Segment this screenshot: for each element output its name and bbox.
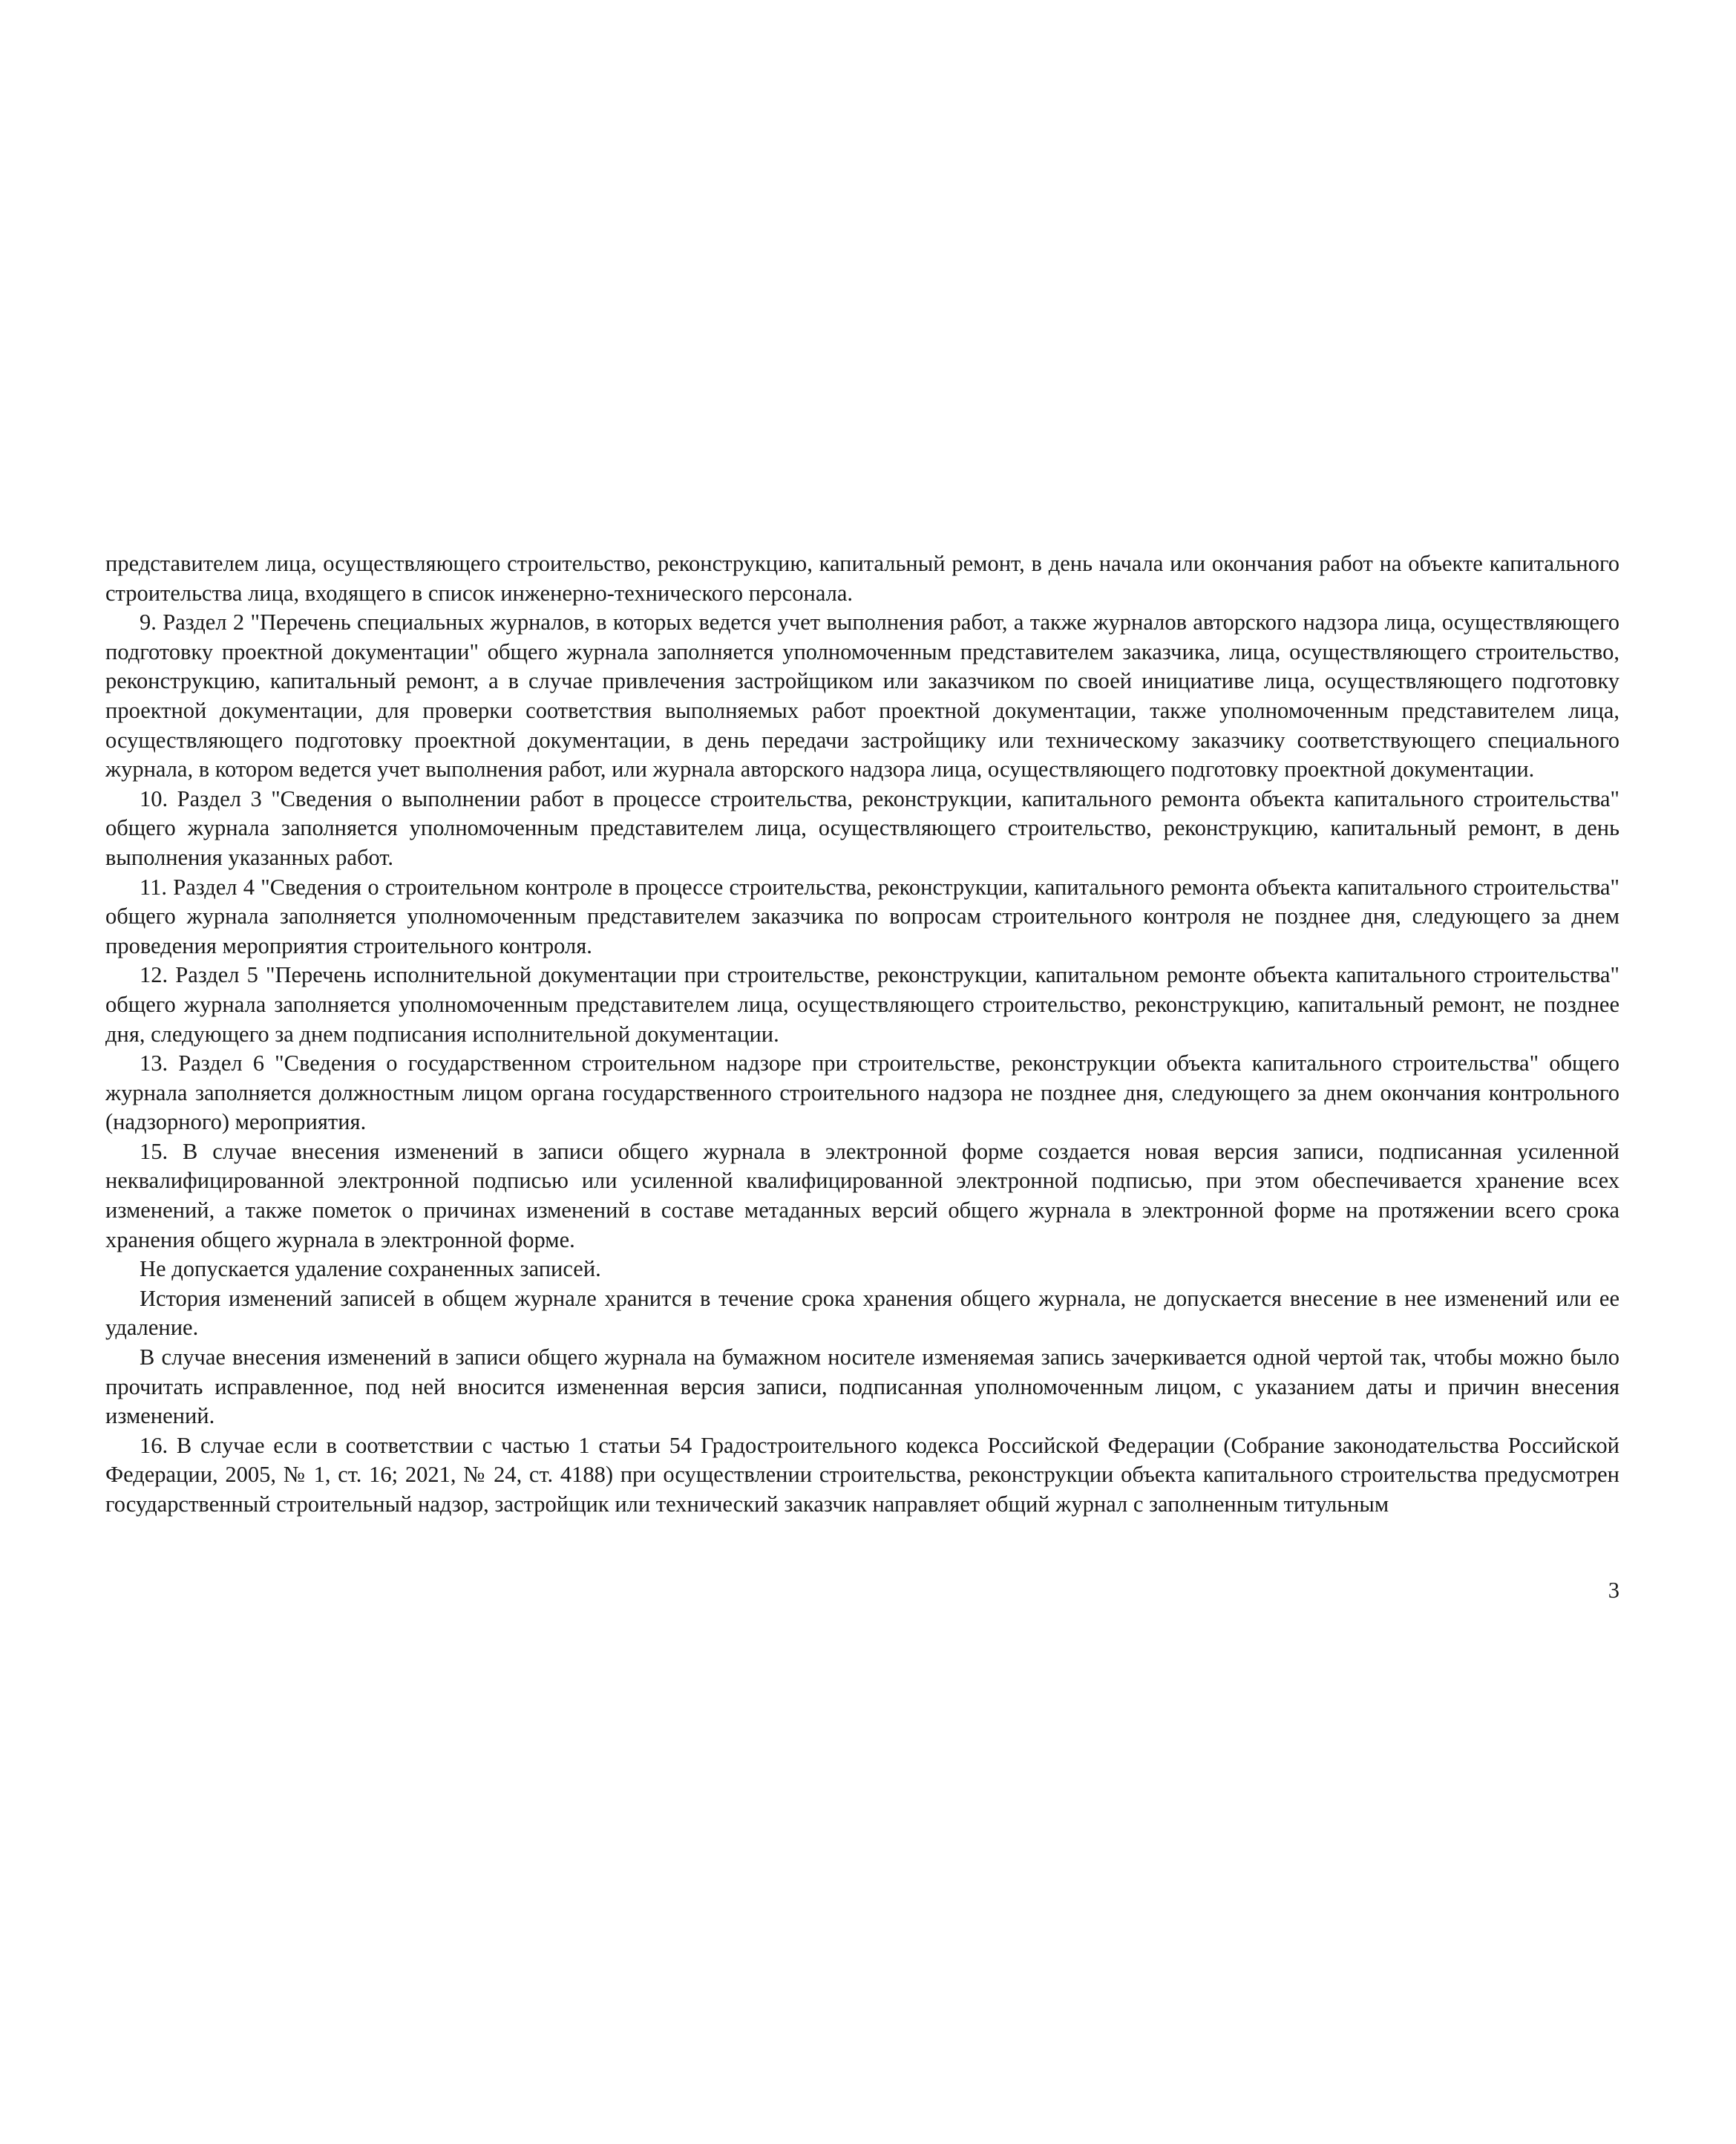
paragraph-continuation: представителем лица, осуществляющего строительство, реконструкцию, капитальный ремонт, в день начала или окончания работ на объекте капитального строительства лица, входящего в список инженерно-технического персонала. [105,551,1619,606]
paragraph-no-deletion: Не допускается удаление сохраненных записей. [140,1256,601,1282]
paragraph-item-16: 16. В случае если в соответствии с частью 1 статьи 54 Градостроительного кодекса Российской Федерации (Собрание законодательства Российской Федерации, 2005, № 1, ст. 16; 2021, № 24, ст. 4188) при осуществлении строительства, реконструкции объекта капитального строительства предусмотрен государственный строительный надзор, застройщик или технический заказчик направляет общий журнал с заполненным титульным [105,1432,1619,1517]
document-body [105,549,1619,1520]
paragraph-paper-changes: В случае внесения изменений в записи общего журнала на бумажном носителе изменяемая запись зачеркивается одной чертой так, чтобы можно было прочитать исправленное, под ней вносится измененная версия записи, подписанная уполномоченным лицом, с указанием даты и причин внесения изменений. [105,1344,1619,1429]
paragraph-item-11: 11. Раздел 4 "Сведения о строительном контроле в процессе строительства, реконструкции, капитального ремонта объекта капитального строительства" общего журнала заполняется уполномоченным представителем заказчика по вопросам строительного контроля не позднее дня, следующего за днем проведения мероприятия строительного контроля. [105,874,1619,958]
page-number: 3 [1608,1578,1619,1603]
paragraph-item-9: 9. Раздел 2 "Перечень специальных журналов, в которых ведется учет выполнения работ, а также журналов авторского надзора лица, осуществляющего подготовку проектной документации" общего журнала заполняется уполномоченным представителем заказчика, лица, осуществляющего строительство, реконструкцию, капитальный ремонт, а в случае привлечения застройщиком или заказчиком по своей инициативе лица, осуществляющего подготовку проектной документации, для проверки соответствия выполняемых работ проектной документации, также уполномоченным представителем лица, осуществляющего подготовку проектной документации, в день передачи застройщику или техническому заказчику соответствующего специального журнала, в котором ведется учет выполнения работ, или журнала авторского надзора лица, осуществляющего подготовку проектной документации. [105,609,1619,782]
paragraph-item-12: 12. Раздел 5 "Перечень исполнительной документации при строительстве, реконструкции, капитальном ремонте объекта капитального строительства" общего журнала заполняется уполномоченным представителем лица, осуществляющего строительство, реконструкцию, капитальный ремонт, не позднее дня, следующего за днем подписания исполнительной документации. [105,962,1619,1047]
paragraph-item-15: 15. В случае внесения изменений в записи общего журнала в электронной форме создается новая версия записи, подписанная усиленной неквалифицированной электронной подписью или усиленной квалифицированной электронной подписью, при этом обеспечивается хранение всех изменений, а также пометок о причинах изменений в составе метаданных версий общего журнала в электронной форме на протяжении всего срока хранения общего журнала в электронной форме. [105,1138,1619,1252]
paragraph-item-10: 10. Раздел 3 "Сведения о выполнении работ в процессе строительства, реконструкции, капитального ремонта объекта капитального строительства" общего журнала заполняется уполномоченным представителем лица, осуществляющего строительство, реконструкцию, капитальный ремонт, в день выполнения указанных работ. [105,785,1619,870]
paragraph-change-history: История изменений записей в общем журнале хранится в течение срока хранения общего журнала, не допускается внесение в нее изменений или ее удаление. [105,1285,1619,1341]
paragraph-item-13: 13. Раздел 6 "Сведения о государственном строительном надзоре при строительстве, реконструкции объекта капитального строительства" общего журнала заполняется должностным лицом органа государственного строительного надзора не позднее дня, следующего за днем окончания контрольного (надзорного) мероприятия. [105,1050,1619,1135]
